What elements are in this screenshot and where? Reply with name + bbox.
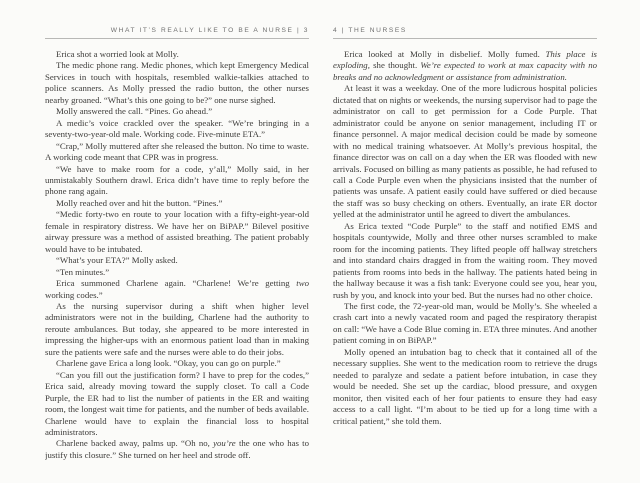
text-run: The first code, the 72-year-old man, would be Molly’s. She wheeled a crash cart into a newly vacated room and paged the respiratory therapist on call: “We have a Code Blue coming in. ETA three minutes. And another patient coming in on BiPAP.” (333, 300, 597, 346)
text-run: “Ten minutes.” (56, 266, 110, 277)
text-run: Erica summoned Charlene again. “Charlene! We’re getting (56, 278, 297, 289)
text-run: At least it was a weekday. One of the more ludicrous hospital policies dictated that on nights or weekends, the nursing supervisor had to page the administrator on call to get permission for a Code Purple. That administrator could be anyone on senior management, including IT or finance personnel. A major medical decision could be made by someone with no medical training whatsoever. At Molly’s previous hospital, the finance director was on call on a day when the ER was flooded with new arrivals. Focused on billing as many patients as possible, he had refused to call a Code Purple even when the physicians insisted that the number of patients was unsafe. A patient easily could have suffered or died because the staff was so busy checking on others. Eventually, an irate ER doctor yelled at the administrator until he agreed to divert the ambulances. (333, 83, 597, 220)
text-run: As Erica texted “Code Purple” to the staff and notified EMS and hospitals countywide, Molly and three other nurses scrambled to make room for the incoming patients. They lifted people off hallway stretchers and into standard chairs dragged in from the waiting room. They moved patients from rooms into beds in the hallway. The patients hated being in the hallway because it was a fish tank: Everyone could see you, hear you, rush by you, and knock into your bed. But the nurses had no other choice. (333, 220, 597, 300)
running-header-right: 4 | THE NURSES (333, 27, 407, 34)
page-body-left (45, 49, 309, 461)
italic-text-run: We’re expected to work at max capacity with no breaks and no acknowledgment or assistance from administration. (333, 60, 597, 82)
paragraph (45, 198, 309, 209)
text-run: “We have to make room for a code, y’all,” Molly said, in her unmistakably Southern drawl. Erica didn’t have time to reply before the phone rang again. (45, 163, 309, 197)
running-header-left: WHAT IT’S REALLY LIKE TO BE A NURSE | 3 (110, 27, 309, 34)
paragraph (45, 278, 309, 301)
paragraph (45, 301, 309, 358)
header-rule-right (333, 38, 597, 39)
italic-text-run: This place is exploding, (333, 49, 597, 71)
text-run: she thought. (369, 60, 421, 71)
text-run: working codes.” (45, 289, 103, 300)
text-run: Molly reached over and hit the button. “Pines.” (56, 197, 223, 208)
italic-text-run: two (296, 278, 309, 289)
paragraph (333, 221, 597, 301)
text-run: Erica looked at Molly in disbelief. Molly fumed. (344, 49, 546, 59)
paragraph (45, 164, 309, 198)
paragraph (333, 49, 597, 83)
paragraph (45, 60, 309, 106)
paragraph (333, 83, 597, 220)
paragraph (45, 49, 309, 60)
paragraph (45, 370, 309, 439)
text-run: “Can you fill out the justification form? I have to prep for the codes,” Erica said, already moving toward the supply closet. To call a Code Purple, the ER had to list the number of patients in the ER and waiting room, the longest wait time for patients, and the number of beds available. Charlene would have to explain the financial loss to hospital administrators. (45, 369, 309, 437)
paragraph (45, 106, 309, 117)
header-rule-left (45, 38, 309, 39)
text-run: Erica shot a worried look at Molly. (56, 49, 179, 59)
paragraph (45, 118, 309, 141)
text-run: The medic phone rang. Medic phones, which kept Emergency Medical Services in touch with hospitals, resembled walkie-talkies attached to police scanners. As Molly pressed the radio button, the other nurses nearby groaned. “What’s this one going to be?” one nurse sighed. (45, 60, 309, 105)
right-page (333, 20, 597, 483)
text-run: A medic’s voice crackled over the speaker. “We’re bringing in a seventy-two-year-old male. Working code. Five-minute ETA.” (45, 117, 309, 140)
text-run: Charlene gave Erica a long look. “Okay, you can go on purple.” (56, 358, 281, 369)
text-run: “Crap,” Molly muttered after she released the button. No time to waste. A working code meant that CPR was in progress. (45, 140, 309, 163)
paragraph (45, 358, 309, 369)
left-page (45, 20, 309, 483)
page-body-right (333, 49, 597, 427)
paragraph (45, 141, 309, 164)
paragraph (333, 301, 597, 347)
paragraph (45, 438, 309, 461)
text-run: As the nursing supervisor during a shift when higher level administrators were not in the building, Charlene had the authority to reroute ambulances. But today, she appeared to be more interested in impressing the higher-ups with an enormous patient load than in making sure the patients were safe and the nurses were able to do their jobs. (45, 300, 309, 357)
text-run: “Medic forty-two en route to your location with a fifty-eight-year-old female in respiratory distress. We have her on BiPAP.” Bilevel positive airway pressure was a method of assisted breathing. The patient probably would have to be intubated. (45, 209, 309, 254)
text-run: Molly opened an intubation bag to check that it contained all of the necessary supplies. She went to the medication room to retrieve the drugs needed to paralyze and sedate a patient before intubation, in case they would be needed. She set up the cardiac, blood pressure, and oxygen monitor, then visited each of her four patients to ensure they had easy access to a call light. “I’m about to be tied up for a long time with a critical patient,” she told them. (333, 346, 597, 426)
paragraph (333, 347, 597, 427)
text-run: Charlene backed away, palms up. “Oh no, (56, 438, 214, 449)
text-run: the one who has to justify this closure.” She turned on her heel and strode off. (45, 438, 309, 460)
italic-text-run: you’re (213, 438, 236, 449)
paragraph (45, 209, 309, 255)
text-run: Molly answered the call. “Pines. Go ahead.” (56, 106, 213, 117)
paragraph (45, 267, 309, 278)
paragraph (45, 255, 309, 266)
text-run: “What’s your ETA?” Molly asked. (56, 255, 178, 266)
